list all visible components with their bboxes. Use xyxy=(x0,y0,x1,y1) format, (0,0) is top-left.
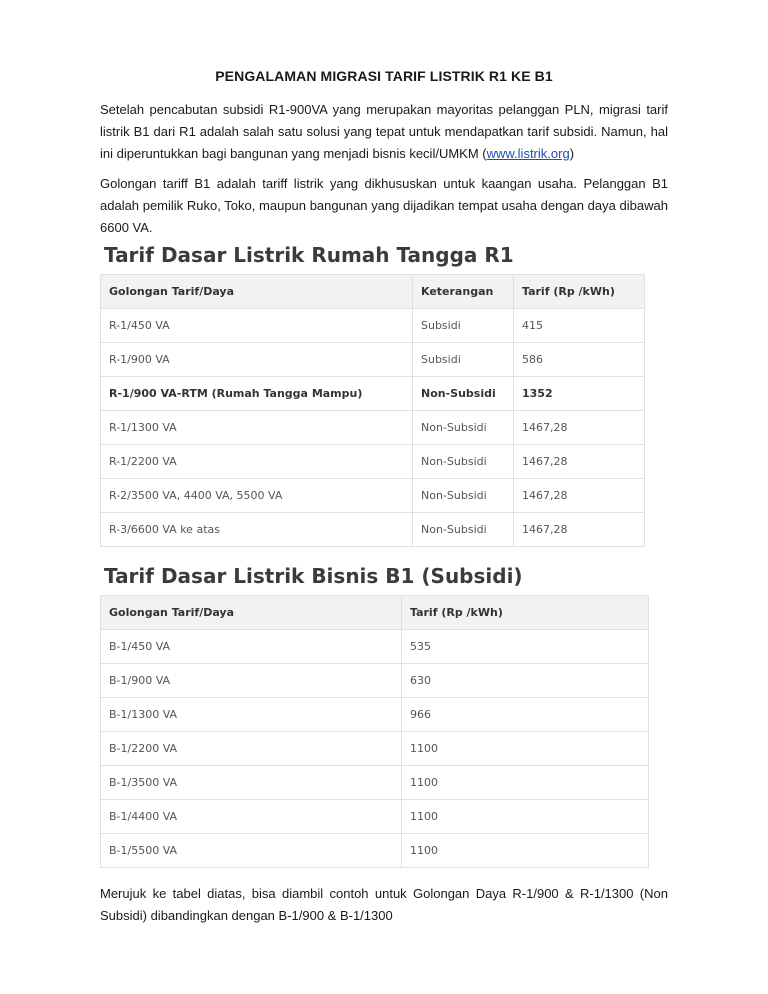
table-cell: B-1/5500 VA xyxy=(101,834,402,868)
table-cell: B-1/1300 VA xyxy=(101,698,402,732)
table-cell: 1352 xyxy=(514,377,645,411)
table-cell: Non-Subsidi xyxy=(413,513,514,547)
table-cell: 1100 xyxy=(402,766,649,800)
table-cell: 1100 xyxy=(402,732,649,766)
table-b1-block xyxy=(100,561,649,868)
table-cell: 415 xyxy=(514,309,645,343)
table-header-row xyxy=(101,596,649,630)
table-cell: B-1/450 VA xyxy=(101,630,402,664)
table-r1-heading: Tarif Dasar Listrik Rumah Tangga R1 xyxy=(104,243,514,267)
table-row xyxy=(101,732,649,766)
table-cell: Non-Subsidi xyxy=(413,377,514,411)
table-cell: 966 xyxy=(402,698,649,732)
paragraph-conclusion: Merujuk ke tabel diatas, bisa diambil contoh untuk Golongan Daya R-1/900 & R-1/1300 (Non Subsidi) dibandingkan dengan B-1/900 & B-1/1300 xyxy=(100,886,668,923)
table-cell: 586 xyxy=(514,343,645,377)
table-cell: B-1/2200 VA xyxy=(101,732,402,766)
table-row xyxy=(101,630,649,664)
table-cell: Non-Subsidi xyxy=(413,445,514,479)
table-cell: R-3/6600 VA ke atas xyxy=(101,513,413,547)
table-row xyxy=(101,343,645,377)
table-row xyxy=(101,698,649,732)
table-row xyxy=(101,800,649,834)
table-cell: B-1/900 VA xyxy=(101,664,402,698)
table-row xyxy=(101,445,645,479)
table-row xyxy=(101,766,649,800)
table-cell: B-1/3500 VA xyxy=(101,766,402,800)
table-cell: Non-Subsidi xyxy=(413,411,514,445)
table-r1-block xyxy=(100,240,645,547)
table-cell: R-1/900 VA-RTM (Rumah Tangga Mampu) xyxy=(101,377,413,411)
table-cell: 1467,28 xyxy=(514,479,645,513)
column-header: Keterangan xyxy=(413,275,514,309)
table-cell: 1100 xyxy=(402,800,649,834)
table-cell: R-1/2200 VA xyxy=(101,445,413,479)
paragraph-intro xyxy=(100,99,668,165)
table-row xyxy=(101,309,645,343)
table-cell: R-1/450 VA xyxy=(101,309,413,343)
listrik-link[interactable]: www.listrik.org xyxy=(486,146,570,161)
table-b1 xyxy=(100,595,649,868)
table-cell: B-1/4400 VA xyxy=(101,800,402,834)
table-row xyxy=(101,377,645,411)
table-cell: 1467,28 xyxy=(514,445,645,479)
table-row xyxy=(101,664,649,698)
column-header: Tarif (Rp /kWh) xyxy=(514,275,645,309)
table-cell: 535 xyxy=(402,630,649,664)
table-row xyxy=(101,834,649,868)
paragraph-b1-description: Golongan tariff B1 adalah tariff listrik yang dikhususkan untuk kaangan usaha. Pelanggan B1 adalah pemilik Ruko, Toko, maupun bangunan yang dijadikan tempat usaha dengan daya dibawah 6600 VA. xyxy=(100,176,668,235)
table-cell: 630 xyxy=(402,664,649,698)
table-cell: Subsidi xyxy=(413,343,514,377)
column-header: Golongan Tarif/Daya xyxy=(101,596,402,630)
column-header: Golongan Tarif/Daya xyxy=(101,275,413,309)
table-cell: 1467,28 xyxy=(514,513,645,547)
paragraph-intro-close: ) xyxy=(569,146,575,161)
table-cell: Non-Subsidi xyxy=(413,479,514,513)
table-cell: R-1/900 VA xyxy=(101,343,413,377)
table-cell: R-2/3500 VA, 4400 VA, 5500 VA xyxy=(101,479,413,513)
table-cell: 1100 xyxy=(402,834,649,868)
table-cell: 1467,28 xyxy=(514,411,645,445)
table-cell: R-1/1300 VA xyxy=(101,411,413,445)
table-b1-heading: Tarif Dasar Listrik Bisnis B1 (Subsidi) xyxy=(104,564,523,588)
table-row xyxy=(101,513,645,547)
table-header-row xyxy=(101,275,645,309)
table-row xyxy=(101,479,645,513)
table-row xyxy=(101,411,645,445)
document-title: PENGALAMAN MIGRASI TARIF LISTRIK R1 KE B1 xyxy=(215,68,553,84)
column-header: Tarif (Rp /kWh) xyxy=(402,596,649,630)
table-r1 xyxy=(100,274,645,547)
table-cell: Subsidi xyxy=(413,309,514,343)
paragraph-intro-text: Setelah pencabutan subsidi R1-900VA yang merupakan mayoritas pelanggan PLN, migrasi tarif listrik B1 dari R1 adalah salah satu solusi yang tepat untuk mendapatkan tarif subsidi. Namun, hal ini diperuntukkan bagi bangunan yang menjadi bisnis kecil/UMKM ( xyxy=(100,102,668,161)
